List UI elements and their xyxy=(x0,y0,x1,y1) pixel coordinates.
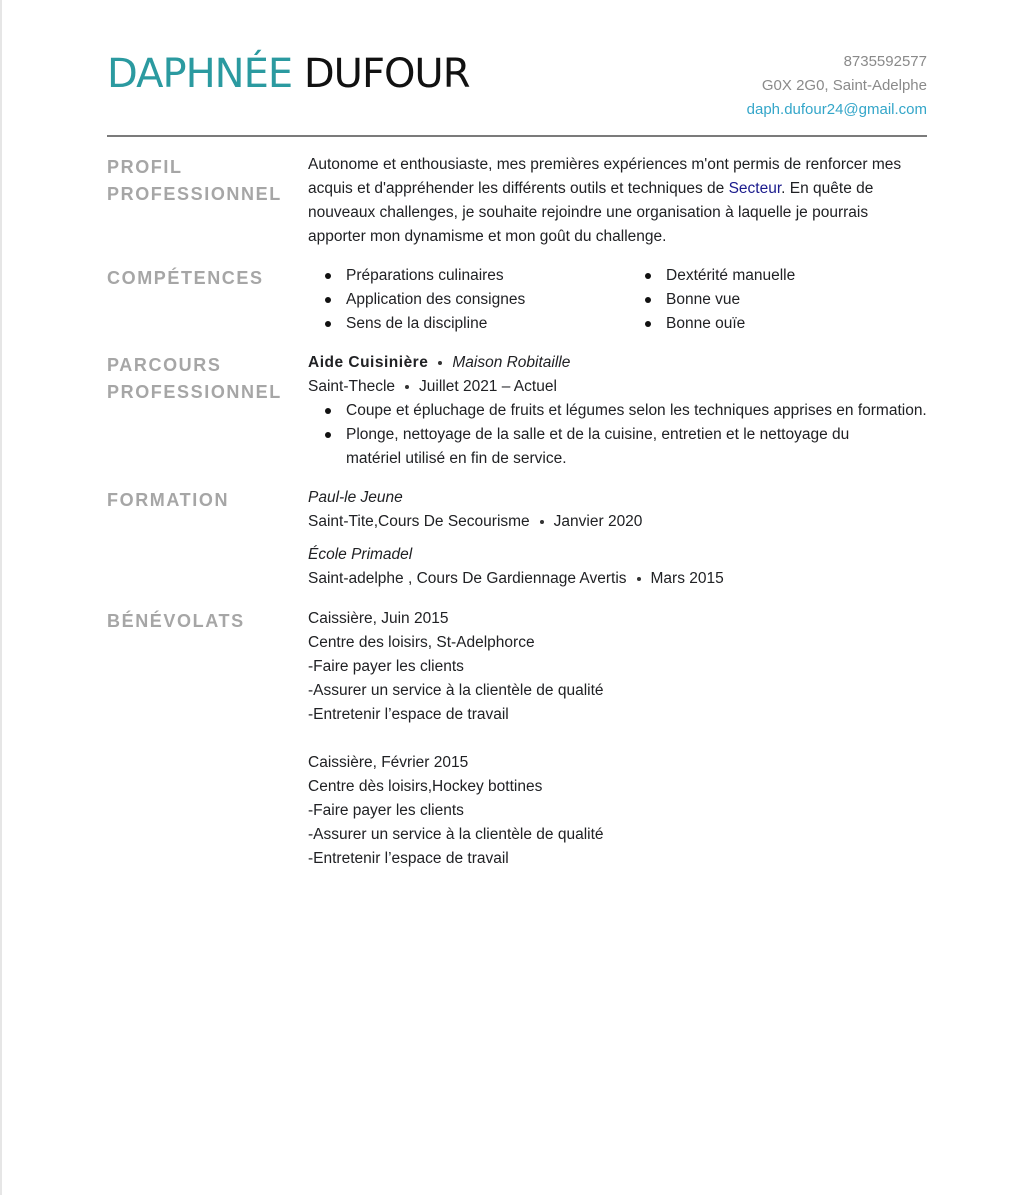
education-date: Mars 2015 xyxy=(650,570,724,587)
job-task: Coupe et épluchage de fruits et légumes selon les techniques apprises en formation. xyxy=(308,399,928,423)
job-title: Aide Cuisinière xyxy=(308,354,429,371)
header-divider xyxy=(107,135,927,137)
education-meta xyxy=(308,510,928,534)
resume-header xyxy=(107,50,927,118)
section-title-education xyxy=(107,487,297,514)
volunteer-task: -Assurer un service à la clientèle de qualité xyxy=(308,682,604,699)
profile-text-start: Autonome et enthousiaste, mes premières expériences m'ont permis de renforcer mes acquis et d'appréhender les différents outils et techniques de xyxy=(308,156,902,197)
education-date: Janvier 2020 xyxy=(553,513,643,530)
address: G0X 2G0, Saint-Adelphe xyxy=(761,77,927,94)
school-name: École Primadel xyxy=(308,546,413,563)
education-entry xyxy=(308,486,928,534)
skill-item: Bonne ouïe xyxy=(628,312,928,336)
contact-info xyxy=(747,50,927,122)
spacer xyxy=(308,727,928,751)
job-tasks xyxy=(308,399,928,471)
job-company: Maison Robitaille xyxy=(452,354,571,371)
education-meta xyxy=(308,567,928,591)
first-name: DAPHNÉE xyxy=(107,51,293,97)
volunteer-list xyxy=(308,607,928,871)
job-heading xyxy=(308,351,928,375)
volunteer-task: -Assurer un service à la clientèle de qualité xyxy=(308,826,604,843)
volunteer-role: Caissière, Février 2015 xyxy=(308,754,469,771)
separator-dot xyxy=(540,520,544,524)
education-detail: Saint-Tite,Cours De Secourisme xyxy=(308,513,530,530)
job-dates: Juillet 2021 – Actuel xyxy=(419,378,557,395)
profile-highlight: Secteur xyxy=(728,180,782,197)
volunteer-task: -Entretenir l’espace de travail xyxy=(308,850,509,867)
section-title-line: PROFESSIONNEL xyxy=(107,382,282,402)
skill-item: Préparations culinaires xyxy=(308,264,628,288)
section-title-line: FORMATION xyxy=(107,490,230,510)
volunteer-place: Centre dès loisirs,Hockey bottines xyxy=(308,778,543,795)
separator-dot xyxy=(637,577,641,581)
section-title-line: PARCOURS xyxy=(107,355,222,375)
skills-list xyxy=(308,264,928,336)
skill-item: Dextérité manuelle xyxy=(628,264,928,288)
last-name: DUFOUR xyxy=(303,51,470,97)
section-title-line: PROFESSIONNEL xyxy=(107,184,282,204)
volunteer-task: -Faire payer les clients xyxy=(308,802,464,819)
separator-dot xyxy=(438,361,442,365)
education-entry xyxy=(308,543,928,591)
section-title-career xyxy=(107,352,297,406)
candidate-name xyxy=(107,50,470,98)
volunteer-task: -Faire payer les clients xyxy=(308,658,464,675)
school-name: Paul-le Jeune xyxy=(308,489,403,506)
section-title-line: BÉNÉVOLATS xyxy=(107,611,245,631)
phone-number: 8735592577 xyxy=(843,53,927,70)
volunteer-entry xyxy=(308,751,928,871)
page-edge xyxy=(0,0,2,1195)
skill-item: Application des consignes xyxy=(308,288,628,312)
skills-column-2 xyxy=(628,264,928,336)
profile-text-end: . En quête de nouveaux challenges, je souhaite rejoindre une organisation à laquelle je pourrais apporter mon dynamisme et mon goût du challenge. xyxy=(308,180,874,245)
section-title-volunteer xyxy=(107,608,297,635)
profile-text xyxy=(308,153,928,249)
email-link[interactable]: daph.dufour24@gmail.com xyxy=(746,101,927,118)
skills-column-1 xyxy=(308,264,628,336)
education-list xyxy=(308,486,928,600)
section-title-profile xyxy=(107,154,297,208)
job-city: Saint-Thecle xyxy=(308,378,396,395)
job-task: Plonge, nettoyage de la salle et de la cuisine, entretien et le nettoyage du matériel utilisé en fin de service. xyxy=(308,423,928,471)
volunteer-place: Centre des loisirs, St-Adelphorce xyxy=(308,634,535,651)
volunteer-task: -Entretenir l’espace de travail xyxy=(308,706,509,723)
section-title-line: COMPÉTENCES xyxy=(107,268,264,288)
skill-item: Sens de la discipline xyxy=(308,312,628,336)
job-meta xyxy=(308,375,928,399)
job-entry xyxy=(308,351,928,471)
volunteer-role: Caissière, Juin 2015 xyxy=(308,610,449,627)
volunteer-entry xyxy=(308,607,928,727)
section-title-skills xyxy=(107,265,297,292)
separator-dot xyxy=(405,385,409,389)
section-title-line: PROFIL xyxy=(107,157,183,177)
education-detail: Saint-adelphe , Cours De Gardiennage Avertis xyxy=(308,570,627,587)
skill-item: Bonne vue xyxy=(628,288,928,312)
